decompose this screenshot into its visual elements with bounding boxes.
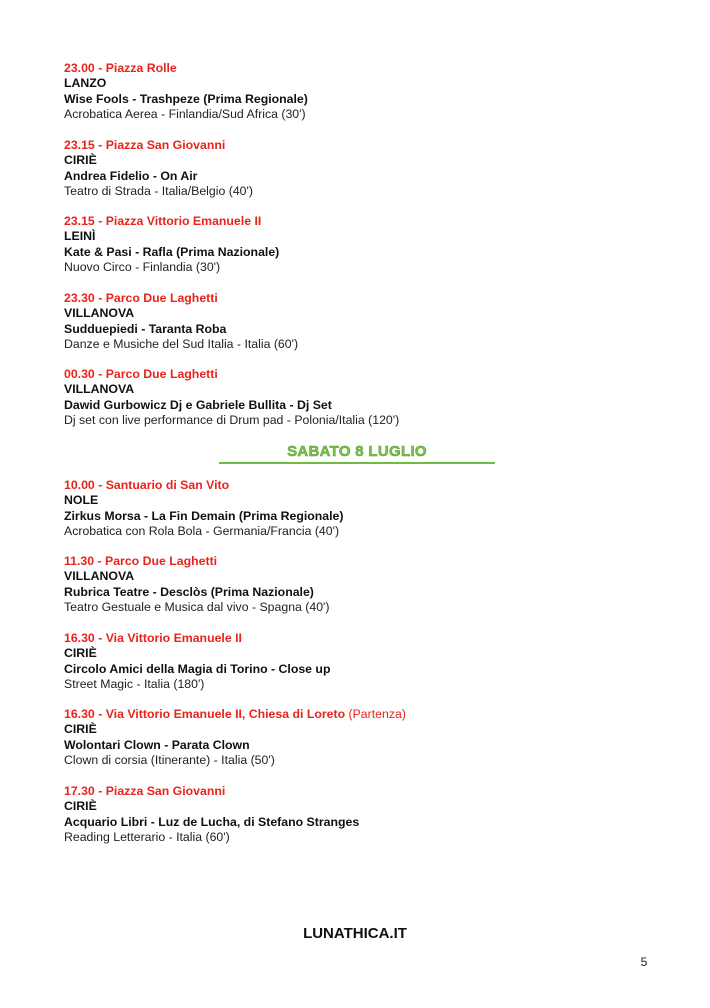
day-heading-text: SABATO 8 LUGLIO <box>287 443 427 460</box>
event-genre: Danze e Musiche del Sud Italia - Italia (60') <box>64 336 299 351</box>
event-town: VILLANOVA <box>64 382 135 397</box>
event-town: VILLANOVA <box>64 569 135 584</box>
event-act: Dawid Gurbowicz Dj e Gabriele Bullita - Dj Set <box>64 397 332 412</box>
event-act: Sudduepiedi - Taranta Roba <box>64 321 227 336</box>
event-town: CIRIÈ <box>64 722 97 737</box>
event-2 <box>64 214 664 275</box>
event-genre: Dj set con live performance di Drum pad - Polonia/Italia (120') <box>64 412 400 427</box>
page-number: 5 <box>640 955 648 969</box>
event-time-place: 11.30 - Parco Due Laghetti <box>64 554 218 568</box>
event-act: Rubrica Teatre - Desclòs (Prima Nazionale) <box>64 584 314 599</box>
event-time-place: 16.30 - Via Vittorio Emanuele II <box>64 631 242 645</box>
event-town: NOLE <box>64 493 99 508</box>
footer-website: LUNATHICA.IT <box>303 925 407 942</box>
event-3 <box>64 291 664 352</box>
event-genre: Teatro di Strada - Italia/Belgio (40') <box>64 183 253 198</box>
event-act: Acquario Libri - Luz de Lucha, di Stefano Stranges <box>64 814 360 829</box>
event-town: CIRIÈ <box>64 646 97 661</box>
event-town: LANZO <box>64 76 107 91</box>
event-8 <box>64 707 664 768</box>
event-0 <box>64 61 664 122</box>
event-act: Andrea Fidelio - On Air <box>64 168 198 183</box>
event-town: CIRIÈ <box>64 153 97 168</box>
event-9 <box>64 784 664 845</box>
event-act: Circolo Amici della Magia di Torino - Close up <box>64 661 331 676</box>
event-genre: Reading Letterario - Italia (60') <box>64 829 230 844</box>
event-time-place: 23.00 - Piazza Rolle <box>64 61 177 75</box>
event-genre: Street Magic - Italia (180') <box>64 676 205 691</box>
event-town: LEINÌ <box>64 229 96 244</box>
event-genre: Nuovo Circo - Finlandia (30') <box>64 259 221 274</box>
event-town: VILLANOVA <box>64 306 135 321</box>
event-genre: Clown di corsia (Itinerante) - Italia (50') <box>64 752 275 767</box>
event-time-place: 00.30 - Parco Due Laghetti <box>64 367 218 381</box>
event-act: Wolontari Clown - Parata Clown <box>64 737 250 752</box>
event-town: CIRIÈ <box>64 799 97 814</box>
event-act: Kate & Pasi - Rafla (Prima Nazionale) <box>64 244 280 259</box>
event-time-place: 23.30 - Parco Due Laghetti <box>64 291 218 305</box>
event-time-place: 16.30 - Via Vittorio Emanuele II, Chiesa di Loreto (Partenza) <box>64 707 406 721</box>
event-act: Wise Fools - Trashpeze (Prima Regionale) <box>64 91 308 106</box>
event-time-extra: (Partenza) <box>345 707 406 721</box>
event-act: Zirkus Morsa - La Fin Demain (Prima Regionale) <box>64 508 344 523</box>
event-1 <box>64 138 664 199</box>
event-4 <box>64 367 664 428</box>
event-time-place: 10.00 - Santuario di San Vito <box>64 478 230 492</box>
event-7 <box>64 631 664 692</box>
event-time-place: 17.30 - Piazza San Giovanni <box>64 784 226 798</box>
event-genre: Acrobatica con Rola Bola - Germania/Francia (40') <box>64 523 340 538</box>
event-6 <box>64 554 664 615</box>
event-time-place: 23.15 - Piazza Vittorio Emanuele II <box>64 214 262 228</box>
event-5 <box>64 478 664 539</box>
event-genre: Teatro Gestuale e Musica dal vivo - Spagna (40') <box>64 599 330 614</box>
day-heading <box>219 442 495 464</box>
event-time-place: 23.15 - Piazza San Giovanni <box>64 138 226 152</box>
event-genre: Acrobatica Aerea - Finlandia/Sud Africa (30') <box>64 106 306 121</box>
